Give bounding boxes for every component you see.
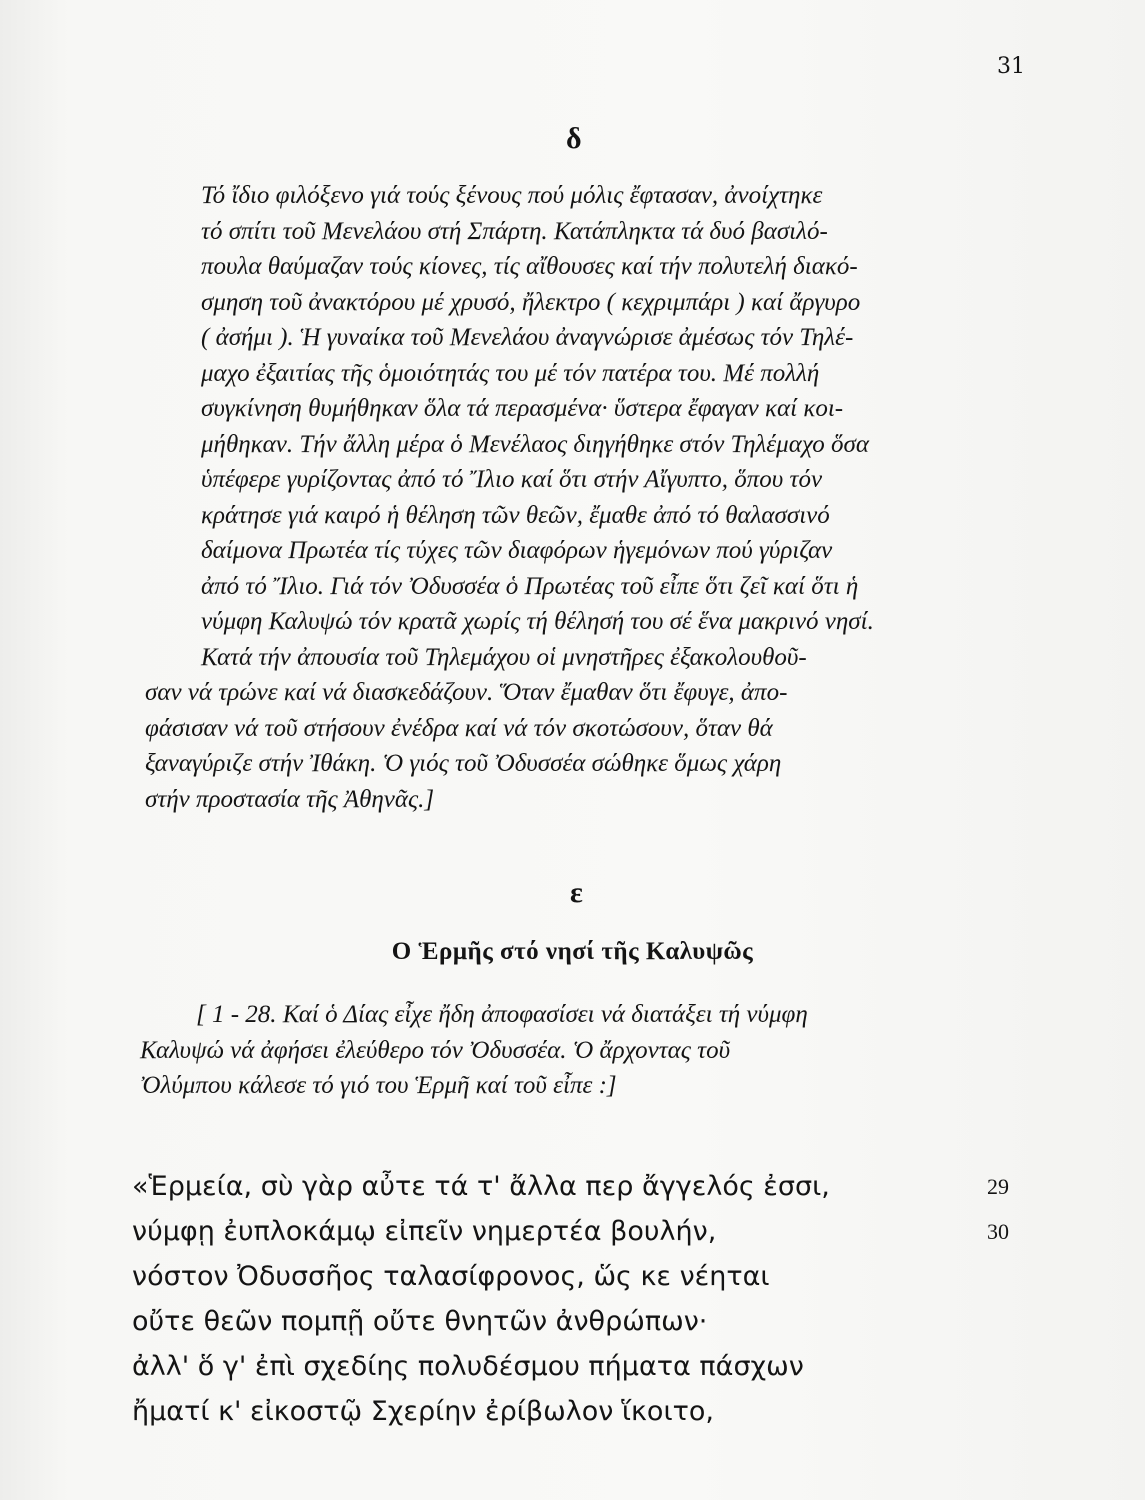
- text-line: [ 1 - 28. Καί ὁ Δίας εἶχε ἤδη ἀποφασίσει νά διατάξει τή νύμφη: [196, 1001, 808, 1028]
- text-line: φάσισαν νά τοῦ στήσουν ἐνέδρα καί νά τόν σκοτώσουν, ὅταν θά: [145, 714, 773, 742]
- text-line: Κατά τήν ἀπουσία τοῦ Τηλεμάχου οἱ μνηστῆρες ἐξακολουθοῦ-: [201, 643, 807, 671]
- verse-number: 29: [987, 1174, 1009, 1199]
- verse-text: ἤματί κ' εἰκοστῷ Σχερίην ἐρίβωλον ἵκοιτο,: [132, 1396, 714, 1427]
- page-number: 31: [997, 54, 1025, 79]
- text-line: ἀπό τό Ἴλιο. Γιά τόν Ὀδυσσέα ὁ Πρωτέας τοῦ εἶπε ὅτι ζεῖ καί ὅτι ἡ: [201, 572, 859, 600]
- verse-line: [132, 1164, 1032, 1209]
- section-heading-epsilon: ε: [570, 876, 583, 909]
- text-line: πουλα θαύμαζαν τούς κίονες, τίς αἴθουσες καί τήν πολυτελή διακό-: [201, 253, 858, 280]
- verse-line: [132, 1344, 1032, 1389]
- text-line: στήν προστασία τῆς Ἀθηνᾶς.]: [145, 785, 435, 813]
- text-line: μαχο ἐξαιτίας τῆς ὁμοιότητάς του μέ τόν πατέρα του. Μέ πολλή: [201, 359, 820, 387]
- verse-line: [132, 1254, 1032, 1299]
- text-line: ξαναγύριζε στήν Ἰθάκη. Ὁ γιός τοῦ Ὀδυσσέα σώθηκε ὅμως χάρη: [145, 750, 782, 777]
- paragraph-2: [145, 640, 1025, 818]
- text-line: νύμφη Καλυψώ τόν κρατᾶ χωρίς τή θέλησή του σέ ἕνα μακρινό νησί.: [201, 608, 874, 635]
- text-line: ( ἀσήμι ). Ἡ γυναίκα τοῦ Μενελάου ἀναγνώρισε ἀμέσως τόν Τηλέ-: [201, 324, 854, 351]
- text-line: δαίμονα Πρωτέα τίς τύχες τῶν διαφόρων ἡγεμόνων πού γύριζαν: [201, 537, 833, 564]
- text-line: σμηση τοῦ ἀνακτόρου μέ χρυσό, ἤλεκτρο ( κεχριμπάρι ) καί ἄργυρο: [201, 288, 861, 316]
- verse-text: «Ἑρμεία, σὺ γὰρ αὖτε τά τ' ἄλλα περ ἄγγελός ἐσσι,: [132, 1171, 830, 1202]
- verse-text: ἀλλ' ὅ γ' ἐπὶ σχεδίης πολυδέσμου πήματα πάσχων: [132, 1351, 804, 1382]
- verse-line: [132, 1389, 1032, 1434]
- verse-line: [132, 1299, 1032, 1344]
- section-heading-delta: δ: [566, 122, 582, 155]
- greek-verse-block: [132, 1164, 1032, 1434]
- summary-epsilon: [140, 997, 1020, 1104]
- text-line: μήθηκαν. Τήν ἄλλη μέρα ὁ Μενέλαος διηγήθηκε στόν Τηλέμαχο ὅσα: [201, 430, 870, 458]
- paragraph-1: [145, 178, 1025, 640]
- text-line: συγκίνηση θυμήθηκαν ὅλα τά περασμένα· ὕστερα ἔφαγαν καί κοι-: [201, 395, 844, 422]
- text-line: κράτησε γιά καιρό ἡ θέληση τῶν θεῶν, ἔμαθε ἀπό τό θαλασσινό: [201, 501, 830, 529]
- verse-text: οὔτε θεῶν πομπῇ οὔτε θνητῶν ἀνθρώπων·: [132, 1306, 708, 1337]
- text-line: Ὀλύμπου κάλεσε τό γιό του Ἑρμῆ καί τοῦ εἶπε :]: [140, 1072, 617, 1099]
- verse-line: [132, 1209, 1032, 1254]
- verse-number: 30: [987, 1219, 1009, 1244]
- text-line: ὑπέφερε γυρίζοντας ἀπό τό Ἴλιο καί ὅτι στήν Αἴγυπτο, ὅπου τόν: [201, 466, 823, 493]
- verse-text: νόστον Ὀδυσσῆος ταλασίφρονος, ὥς κε νέηται: [132, 1261, 770, 1292]
- section-title: Ο Ἑρμῆς στό νησί τῆς Καλυψῶς: [391, 938, 754, 965]
- text-line: σαν νά τρώνε καί νά διασκεδάζουν. Ὅταν ἔμαθαν ὅτι ἔφυγε, ἀπο-: [145, 679, 788, 706]
- summary-delta: [145, 178, 1025, 817]
- text-line: τό σπίτι τοῦ Μενελάου στή Σπάρτη. Κατάπληκτα τά δυό βασιλό-: [201, 217, 828, 245]
- text-line: Καλυψώ νά ἀφήσει ἐλεύθερο τόν Ὀδυσσέα. Ὁ ἄρχοντας τοῦ: [140, 1036, 731, 1064]
- verse-text: νύμφῃ ἐυπλοκάμῳ εἰπεῖν νημερτέα βουλήν,: [132, 1216, 717, 1247]
- text-line: Τό ἴδιο φιλόξενο γιά τούς ξένους πού μόλις ἔφτασαν, ἀνοίχτηκε: [201, 182, 823, 209]
